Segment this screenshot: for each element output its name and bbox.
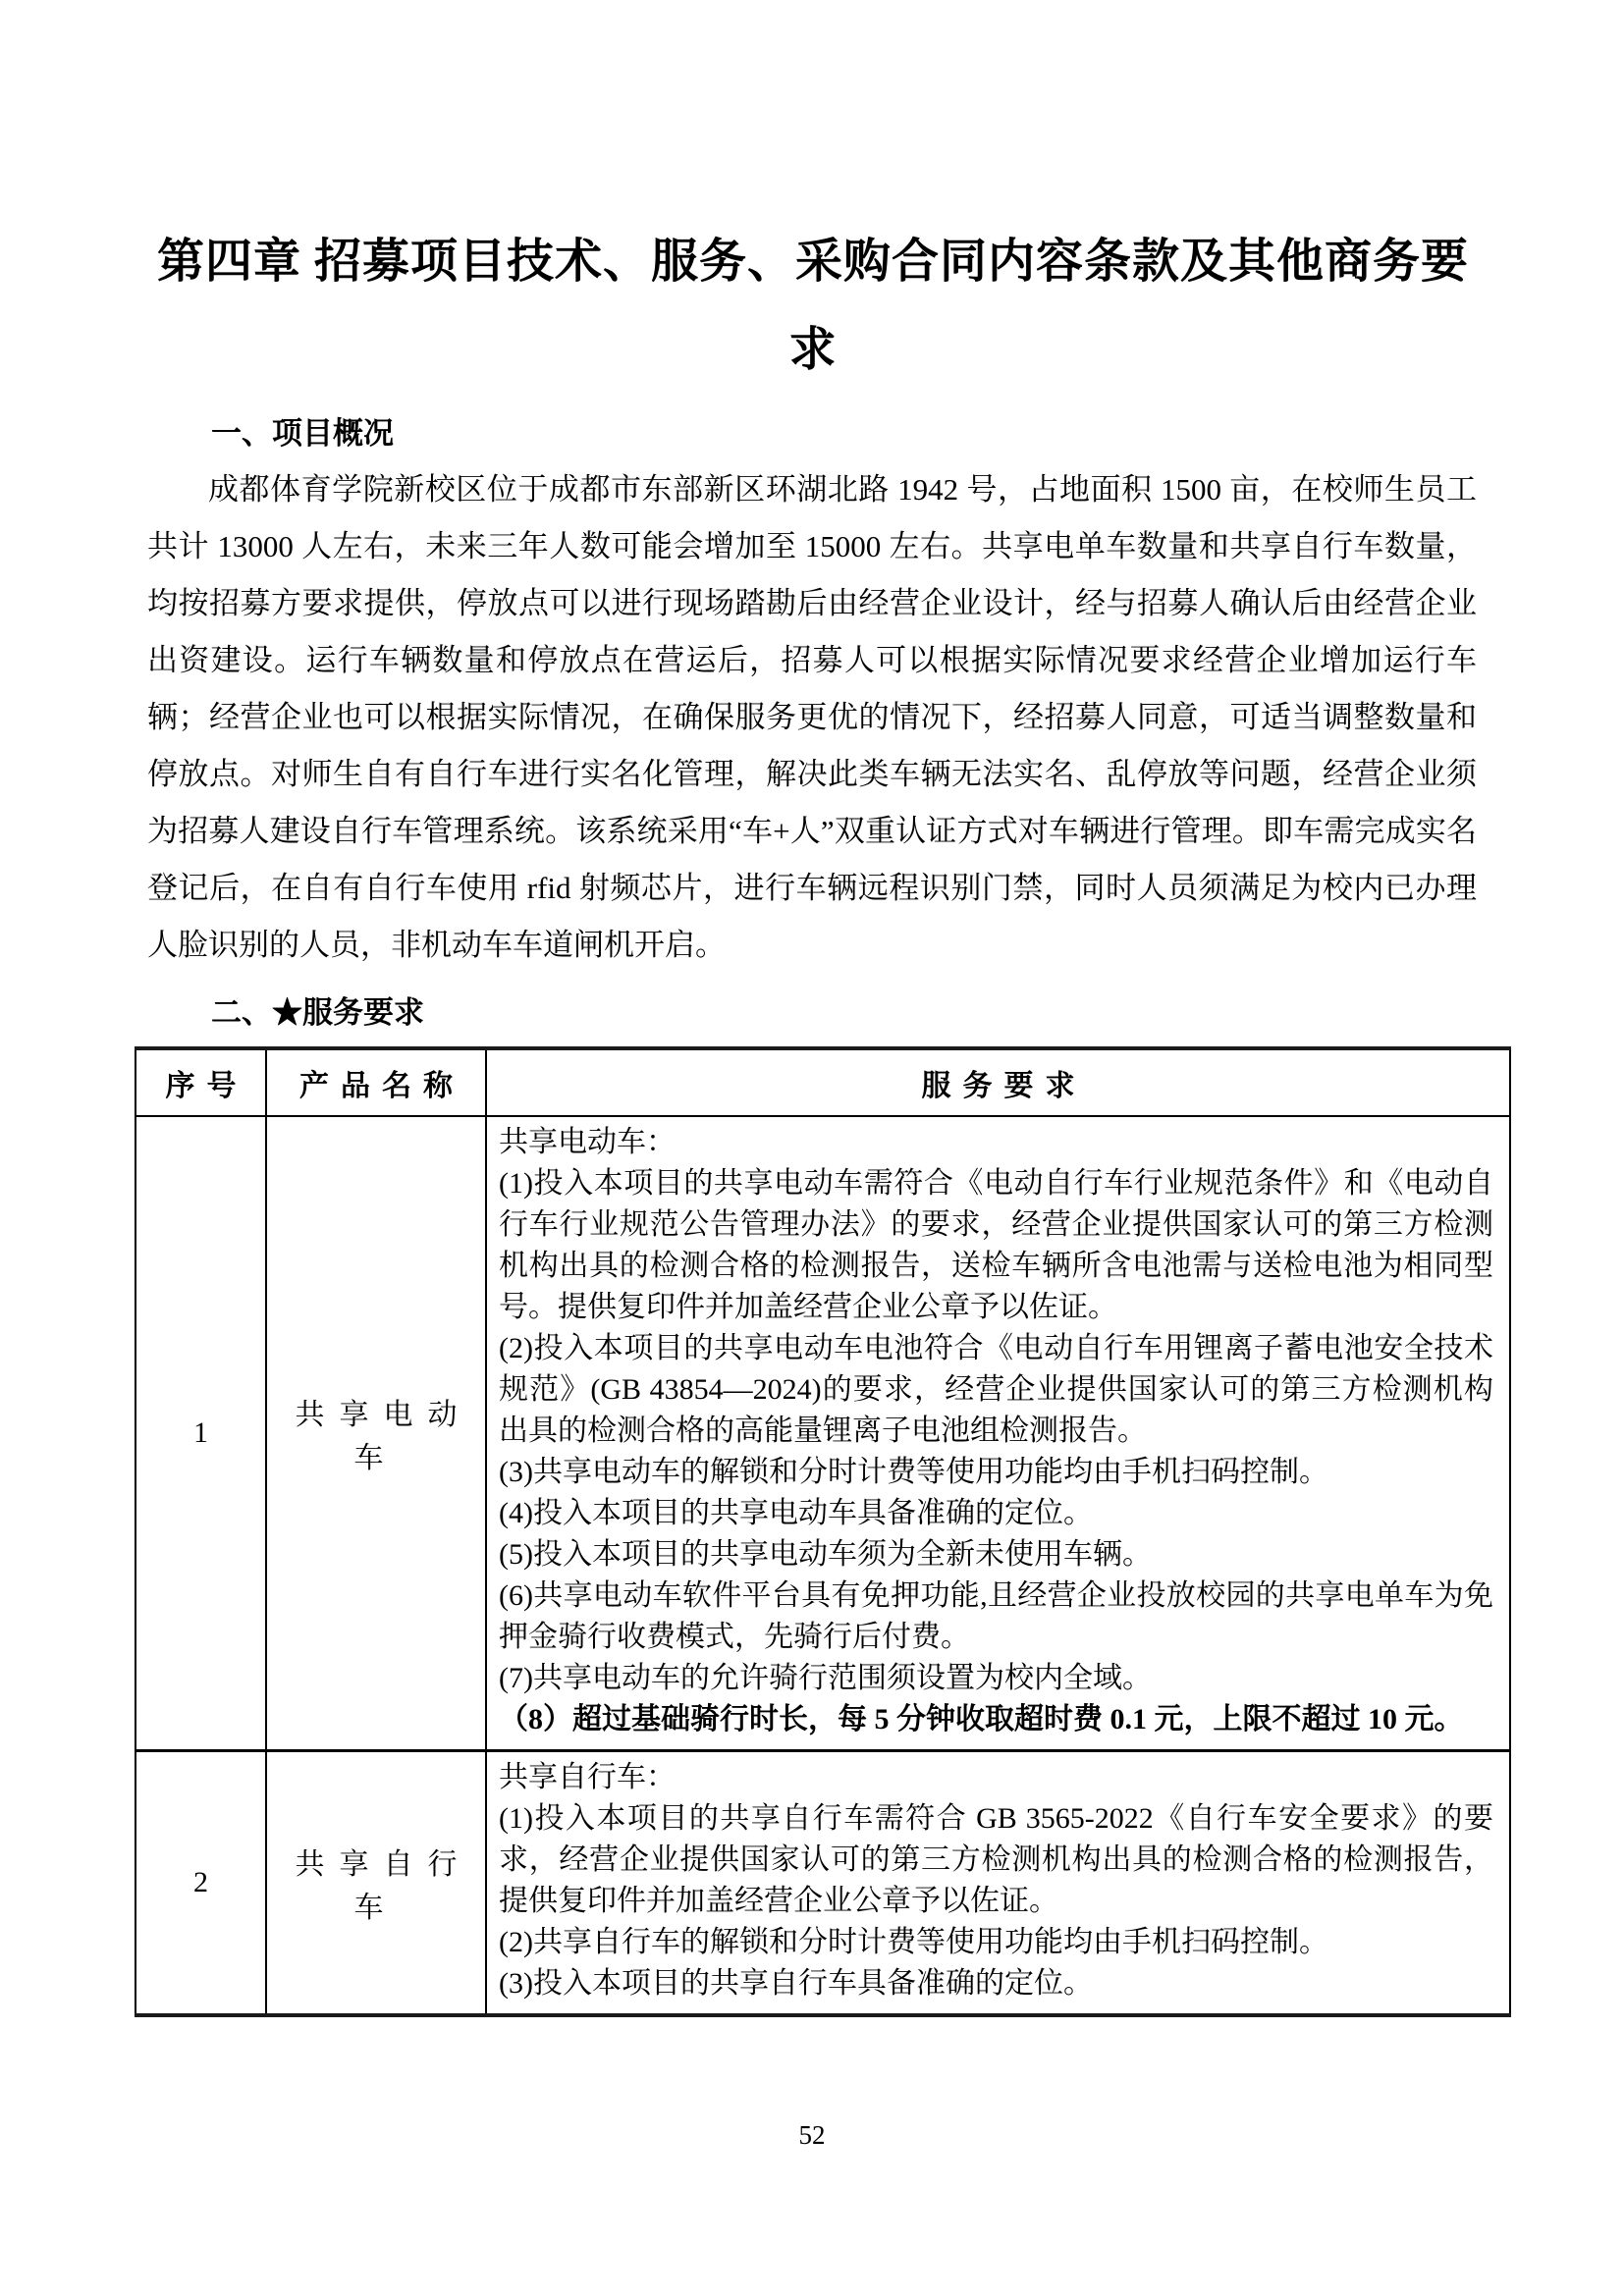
requirement-item: (4)投入本项目的共享电动车具备准确的定位。 — [499, 1497, 1093, 1529]
requirement-item: (5)投入本项目的共享电动车须为全新未使用车辆。 — [499, 1538, 1152, 1571]
product-name: 共享电动车 — [266, 1116, 486, 1751]
section-1-paragraph: 成都体育学院新校区位于成都市东部新区环湖北路 1942 号，占地面积 1500 亩，在校师生员工共计 13000 人左右，未来三年人数可能会增加至 15000 左右。共享电单车数量和共享自行车数量，均按招募方要求提供，停放点可以进行现场踏勘后由经营企业设计，经与招募人确认后由经营企业出资建设。运行车辆数量和停放点在营运后，招募人可以根据实际情况要求经营企业增加运行车辆；经营企业也可以根据实际情况，在确保服务更优的情况下，经招募人同意，可适当调整数量和停放点。对师生自有自行车进行实名化管理，解决此类车辆无法实名、乱停放等问题，经营企业须为招募人建设自行车管理系统。该系统采用“车+人”双重认证方式对车辆进行管理。即车需完成实名登记后，在自有自行车使用 rfid 射频芯片，进行车辆远程识别门禁，同时人员须满足为校内已办理人脸识别的人员，非机动车车道闸机开启。 — [147, 472, 1477, 962]
column-header-service-requirements: 服务要求 — [486, 1048, 1510, 1116]
requirement-item: (6)共享电动车软件平台具有免押功能,且经营企业投放校园的共享电单车为免押金骑行收费模式，先骑行后付费。 — [499, 1579, 1493, 1653]
row-number: 2 — [135, 1751, 266, 2016]
section-1-heading: 一、项目概况 — [211, 416, 394, 451]
page-number: 52 — [798, 2120, 826, 2150]
requirement-item: （8）超过基础骑行时长，每 5 分钟收取超时费 0.1 元，上限不超过 10 元。 — [499, 1703, 1464, 1735]
requirement-item: 共享自行车： — [499, 1761, 676, 1793]
requirement-item: (1)投入本项目的共享电动车需符合《电动自行车行业规范条件》和《电动自行车行业规范公告管理办法》的要求，经营企业提供国家认可的第三方检测机构出具的检测合格的检测报告，送检车辆所含电池需与送检电池为相同型号。提供复印件并加盖经营企业公章予以佐证。 — [499, 1167, 1493, 1323]
table-row — [135, 1751, 1510, 2016]
column-header-product-name: 产品名称 — [266, 1048, 486, 1116]
requirements-cell — [486, 1751, 1510, 2016]
requirement-item: 共享电动车： — [499, 1126, 676, 1158]
requirement-item: (7)共享电动车的允许骑行范围须设置为校内全域。 — [499, 1662, 1152, 1694]
product-name: 共享自行车 — [266, 1751, 486, 2016]
requirement-item: (3)共享电动车的解锁和分时计费等使用功能均由手机扫码控制。 — [499, 1456, 1328, 1488]
service-requirements-table — [135, 1046, 1511, 2017]
requirement-item: (1)投入本项目的共享自行车需符合 GB 3565-2022《自行车安全要求》的要求，经营企业提供国家认可的第三方检测机构出具的检测合格的检测报告，提供复印件并加盖经营企业公章予以佐证。 — [499, 1802, 1493, 1917]
table-header-row — [135, 1048, 1510, 1116]
column-header-no: 序号 — [135, 1048, 266, 1116]
requirement-item: (3)投入本项目的共享自行车具备准确的定位。 — [499, 1967, 1093, 2000]
requirements-cell — [486, 1116, 1510, 1751]
row-number: 1 — [135, 1116, 266, 1751]
requirement-item: (2)投入本项目的共享电动车电池符合《电动自行车用锂离子蓄电池安全技术规范》(GB 43854—2024)的要求，经营企业提供国家认可的第三方检测机构出具的检测合格的高能量锂离子电池组检测报告。 — [499, 1332, 1493, 1447]
section-2-heading: 二、★服务要求 — [211, 995, 424, 1030]
chapter-title: 第四章 招募项目技术、服务、采购合同内容条款及其他商务要求 — [156, 236, 1469, 376]
table-row — [135, 1116, 1510, 1751]
requirement-item: (2)共享自行车的解锁和分时计费等使用功能均由手机扫码控制。 — [499, 1926, 1328, 1958]
